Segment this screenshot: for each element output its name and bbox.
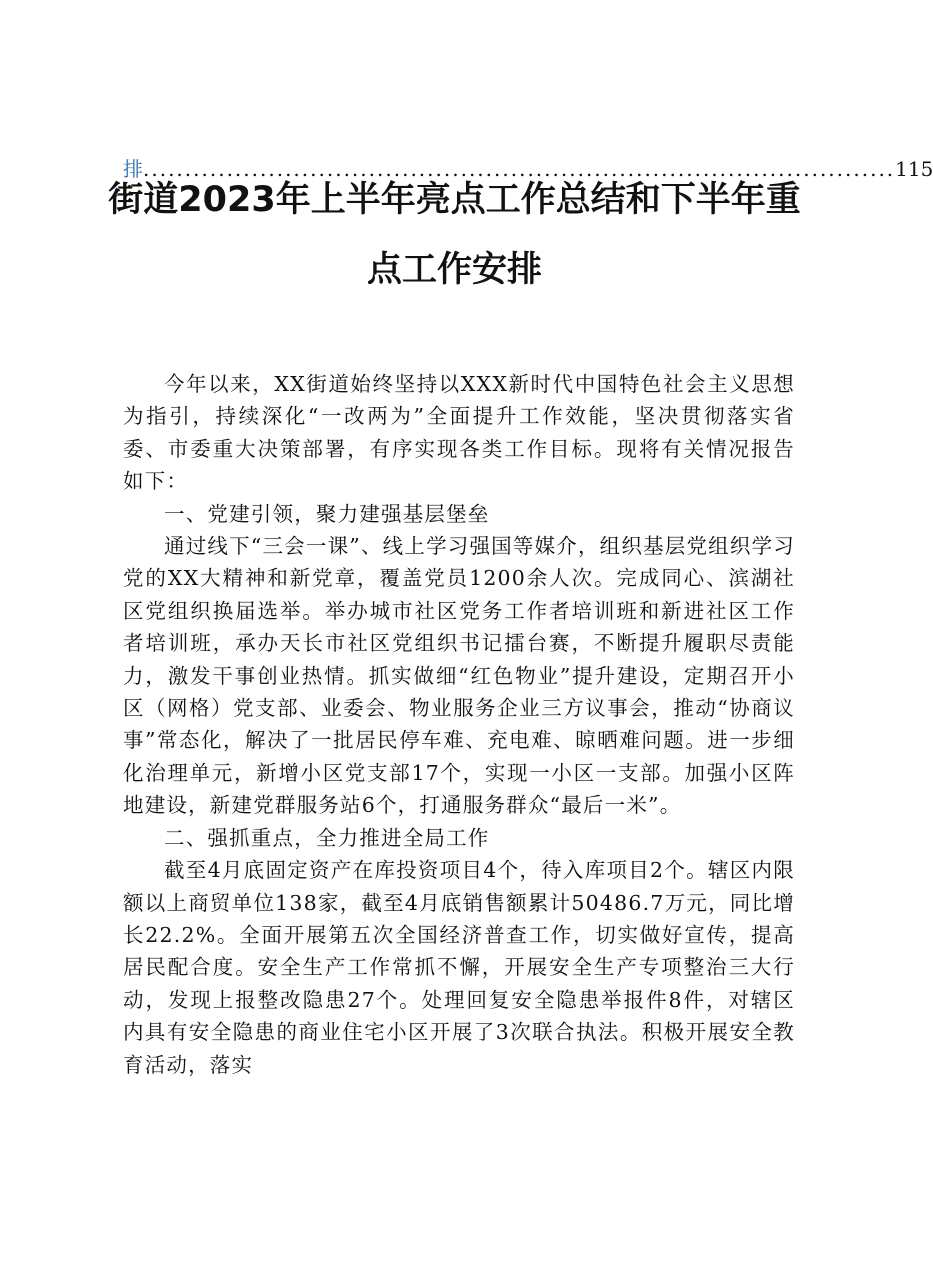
toc-page-number: 115 [895, 157, 933, 181]
section-heading-2: 二、强抓重点，全力推进全局工作 [164, 825, 490, 850]
section-paragraph-2: 截至4月底固定资产在库投资项目4个，待入库项目2个。辖区内限额以上商贸单位138家，截至4月底销售额累计50486.7万元，同比增长22.2%。全面开展第五次全国经济普查工作，切实做好宣传，提高居民配合度。安全生产工作常抓不懈，开展安全生产专项整治三大行动，发现上报整改隐患27个。处理回复安全隐患举报件8件，对辖区内具有安全隐患的商业住宅小区开展了3次联合执法。积极开展安全教育活动，落实 [123, 858, 795, 1077]
title-line-1: 街道2023年上半年亮点工作总结和下半年重 [108, 180, 801, 220]
document-body [123, 368, 795, 1081]
toc-link[interactable]: 排 [123, 157, 143, 181]
toc-leader-dots: .......................................................................................... [143, 157, 896, 181]
section-paragraph-1: 通过线下“三会一课”、线上学习强国等媒介，组织基层党组织学习党的XX大精神和新党章，覆盖党员1200余人次。完成同心、滨湖社区党组织换届选举。举办城市社区党务工作者培训班和新进社区工作者培训班，承办天长市社区党组织书记擂台赛，不断提升履职尽责能力，激发干事创业热情。抓实做细“红色物业”提升建设，定期召开小区（网格）党支部、业委会、物业服务企业三方议事会，推动“协商议事”常态化，解决了一批居民停车难、充电难、晾晒难问题。进一步细化治理单元，新增小区党支部17个，实现一小区一支部。加强小区阵地建设，新建党群服务站6个，打通服务群众“最后一米”。 [123, 534, 795, 818]
title-line-2: 点工作安排 [366, 250, 542, 290]
section-heading-1: 一、党建引领，聚力建强基层堡垒 [164, 501, 490, 526]
intro-paragraph: 今年以来，XX街道始终坚持以XXX新时代中国特色社会主义思想为指引，持续深化“一改两为”全面提升工作效能，坚决贯彻落实省委、市委重大决策部署，有序实现各类工作目标。现将有关情况报告如下： [123, 372, 795, 494]
document-title [100, 168, 809, 302]
